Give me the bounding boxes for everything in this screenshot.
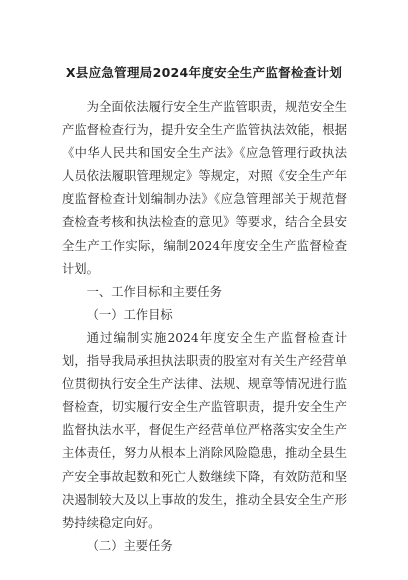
document-title: X县应急管理局2024年度安全生产监督检查计划 xyxy=(65,65,343,80)
intro-paragraph: 为全面依法履行安全生产监管职责，规范安全生产监督检查行为，提升安全生产监管执法效能，根据《中华人民共和国安全生产法》《应急管理行政执法人员依法履职管理规定》等规定，对照《安全生产年度监督检查计划编制办法》《应急管理部关于规范督查检查考核和执法检查的意见》等要求，结合全县安全生产工作实际，编制2024年度安全生产监督检查计划。 xyxy=(62,100,347,276)
document-body xyxy=(62,96,347,558)
subsection-heading-goals: （一）工作目标 xyxy=(86,307,173,322)
section-heading-goals-tasks: 一、工作目标和主要任务 xyxy=(86,284,222,299)
goals-paragraph: 通过编制实施2024年度安全生产监督检查计划，指导我局承担执法职责的股室对有关生产经营单位贯彻执行安全生产法律、法规、规章等情况进行监督检查，切实履行安全生产监管职责，提升安全生产监督执法水平，督促生产经营单位严格落实安全生产主体责任，努力从根本上消除风险隐患，推动全县生产安全事故起数和死亡人数继续下降，有效防范和坚决遏制较大及以上事故的发生，推动全县安全生产形势持续稳定向好。 xyxy=(62,330,347,530)
subsection-heading-tasks: （二）主要任务 xyxy=(86,538,173,553)
